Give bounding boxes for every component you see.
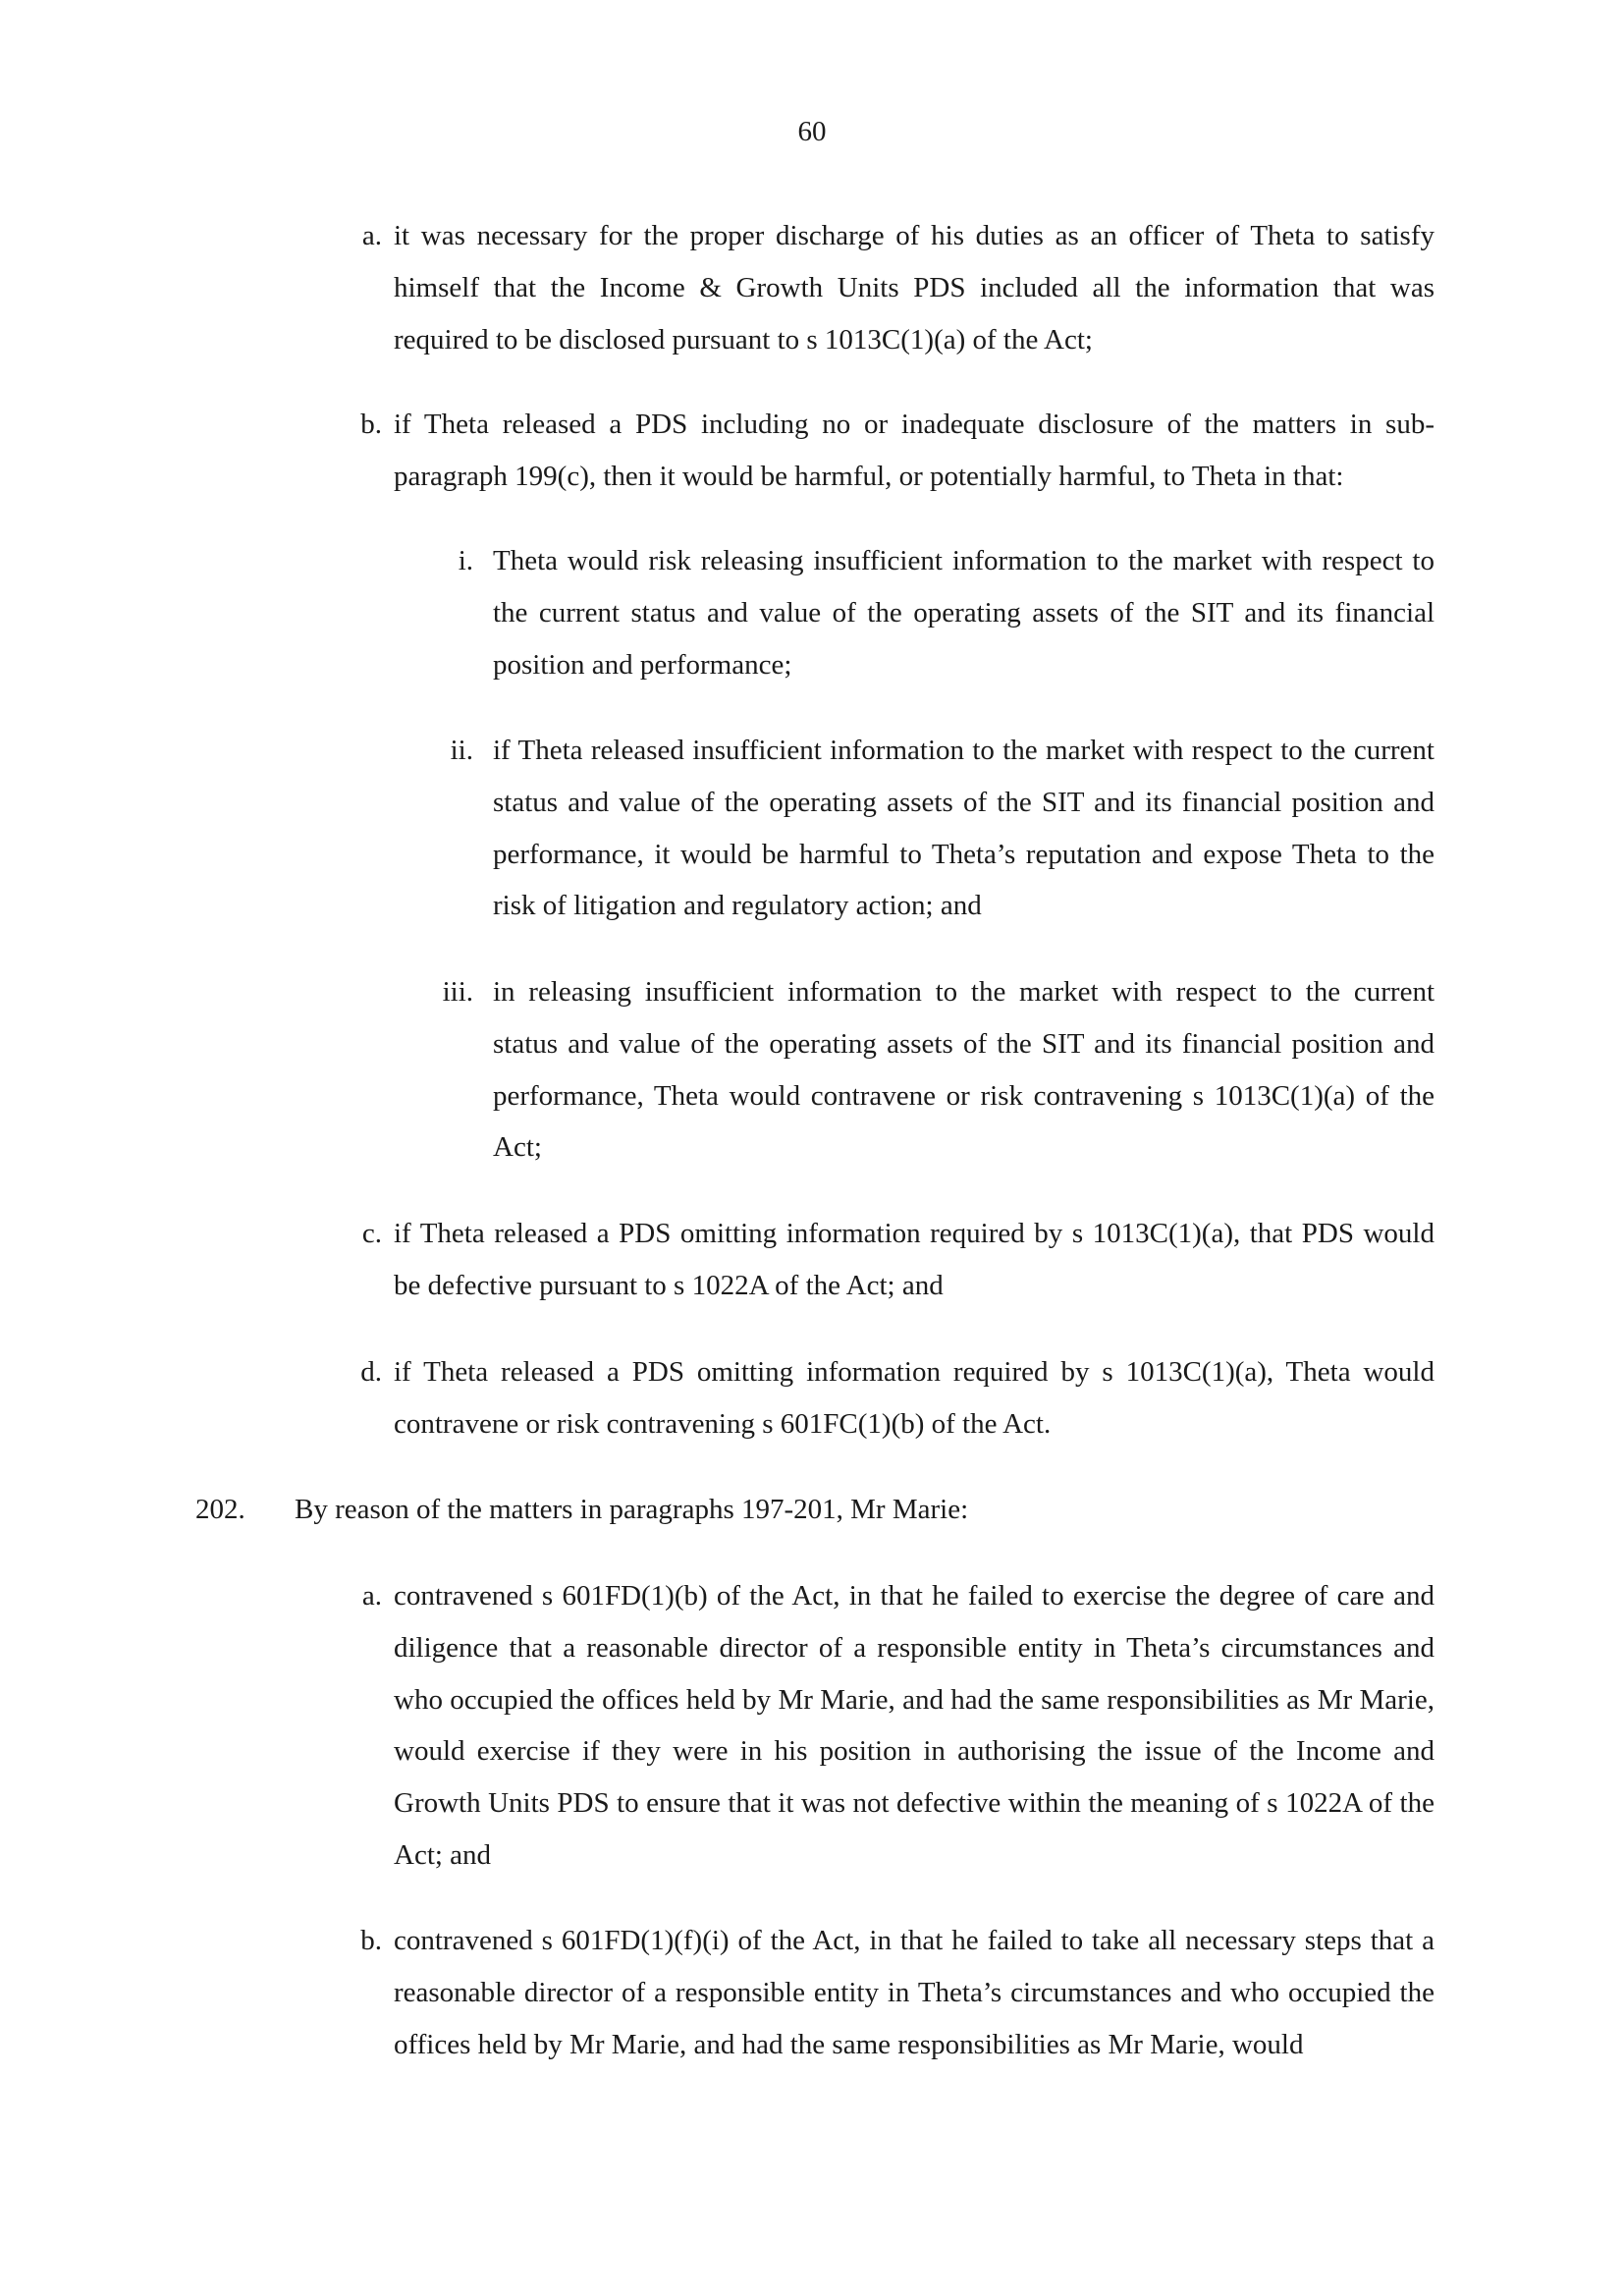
subparagraph-c: [361, 1208, 1435, 1312]
list-marker: iii.: [442, 976, 473, 1008]
subparagraph-a: [361, 210, 1435, 365]
list-marker: ii.: [450, 735, 473, 766]
subparagraph-d: [360, 1346, 1435, 1450]
list-marker: a.: [361, 1580, 382, 1612]
list-marker: b.: [360, 409, 382, 440]
subparagraph-text: contravened s 601FD(1)(f)(i) of the Act, in that he failed to take all necessary steps that a reasonable director of a responsible entity in Theta’s circumstances and who occupied the offices held by Mr Marie, and had the same responsibilities as Mr Marie, would: [394, 1925, 1435, 2060]
subparagraph-text: contravened s 601FD(1)(b) of the Act, in that he failed to exercise the degree of care and diligence that a reasonable director of a responsible entity in Theta’s circumstances and who occupied the offices held by Mr Marie, and had the same responsibilities as Mr Marie, would exercise if they were in his position in authorising the issue of the Income and Growth Units PDS to ensure that it was not defective within the meaning of s 1022A of the Act; and: [394, 1580, 1435, 1871]
subparagraph-a: [361, 1570, 1435, 1882]
list-marker: i.: [458, 545, 473, 576]
paragraph-number: 202.: [195, 1494, 245, 1525]
subparagraph-ii: [450, 725, 1435, 932]
list-marker: a.: [361, 220, 382, 251]
subparagraph-text: Theta would risk releasing insufficient information to the market with respect to the current status and value of the operating assets of the SIT and its financial position and performance;: [493, 545, 1435, 681]
subparagraph-text: if Theta released a PDS omitting information required by s 1013C(1)(a), that PDS would be defective pursuant to s 1022A of the Act; and: [394, 1218, 1435, 1301]
list-marker: c.: [361, 1218, 382, 1249]
subparagraph-text: if Theta released a PDS omitting information required by s 1013C(1)(a), Theta would contravene or risk contravening s 601FC(1)(b) of the Act.: [394, 1356, 1435, 1440]
paragraph-text: By reason of the matters in paragraphs 197-201, Mr Marie:: [295, 1494, 969, 1525]
subparagraph-text: it was necessary for the proper discharge of his duties as an officer of Theta to satisfy himself that the Income & Growth Units PDS included all the information that was required to be disclosed pursuant to s 1013C(1)(a) of the Act;: [394, 220, 1435, 355]
subparagraph-text: if Theta released a PDS including no or inadequate disclosure of the matters in sub-paragraph 199(c), then it would be harmful, or potentially harmful, to Theta in that:: [394, 409, 1435, 492]
list-marker: d.: [360, 1356, 382, 1388]
subparagraph-iii: [442, 966, 1435, 1174]
subparagraph-i: [458, 535, 1435, 690]
subparagraph-text: if Theta released insufficient information to the market with respect to the current status and value of the operating assets of the SIT and its financial position and performance, it would be harmful to Theta’s reputation and expose Theta to the risk of litigation and regulatory action; and: [493, 735, 1435, 922]
subparagraph-text: in releasing insufficient information to the market with respect to the current status and value of the operating assets of the SIT and its financial position and performance, Theta would contravene or risk contravening s 1013C(1)(a) of the Act;: [493, 976, 1435, 1164]
list-marker: b.: [360, 1925, 382, 1956]
paragraph-202: [195, 1484, 1435, 1536]
page-number: 60: [797, 116, 827, 147]
subparagraph-b: [360, 399, 1435, 503]
subparagraph-b: [360, 1915, 1435, 2070]
